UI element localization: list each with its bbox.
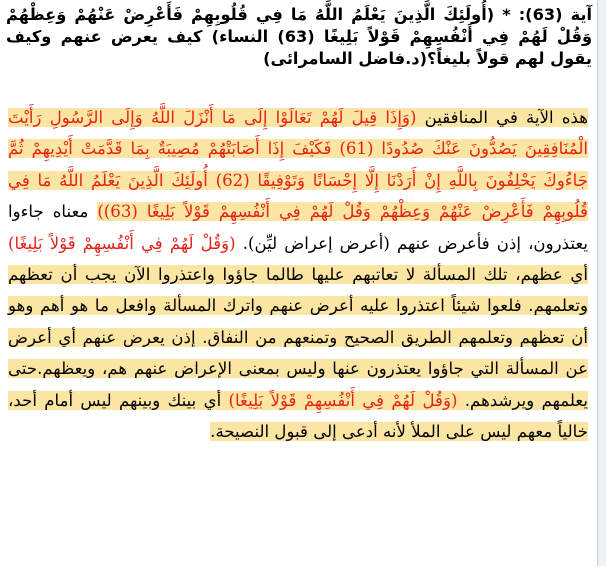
question-heading — [6, 4, 592, 70]
answer-text-1: معناه جاءوا يعتذرون، إذن فأعرض عنهم (أعرض إعراض ليِّن). — [8, 202, 588, 253]
verse-number-prefix: آية (63): * — [494, 5, 593, 24]
answer-paragraph — [8, 102, 588, 447]
question-text: كيف يعرض عنهم وكيف يقول لهم قولاً بليغاً؟ — [6, 27, 592, 68]
answer-text-2: أي عظهم، تلك المسألة لا تعاتبهم عليها طالما جاؤوا واعتذروا الآن يجب أن تعظهم وتعلمهم. فلعوا شيئاً اعتذروا عليه أعرض عنهم واترك المسألة وافعل ما هو أهم وهو أن تعظهم وتعلمهم الطريق الصحيح وتمنعهم من النفاق. إذن يعرض عنهم أي أعرض عن المسألة التي جاؤوا يعتذرون عنها وليس بمعنى الإعراض عنهم هم، ويعظهم.حتى يعلمهم ويرشدهم. — [8, 265, 588, 410]
verse-quote-heading: (أُولَئِكَ الَّذِينَ يَعْلَمُ اللَّهُ مَا فِي قُلُوبِهِمْ فَأَعْرِضْ عَنْهُمْ وَعِظْهُمْ وَقُلْ لَهُمْ فِي أَنْفُسِهِمْ قَوْلاً بَلِيغًا (63) النساء) — [6, 5, 593, 46]
answer-text-3: أي بينك وبينهم ليس أمام أحد، خالياً معهم ليس على الملأ لأنه أدعى إلى قبول النصيحة. — [8, 390, 588, 442]
quran-quote-verses-61-63: (وَإِذَا قِيلَ لَهُمْ تَعَالَوْا إِلَى مَا أَنْزَلَ اللَّهُ وَإِلَى الرَّسُولِ رَأَيْتَ الْمُنَافِقِينَ يَصُدُّونَ عَنْكَ صُدُودًا (61) فَكَيْفَ إِذَا أَصَابَتْهُمْ مُصِيبَةٌ بِمَا قَدَّمَتْ أَيْدِيهِمْ ثُمَّ جَاءُوكَ يَحْلِفُونَ بِاللَّهِ إِنْ أَرَدْنَا إِلَّا إِحْسَانًا وَتَوْفِيقًا (62) أُولَئِكَ الَّذِينَ يَعْلَمُ اللَّهُ مَا فِي قُلُوبِهِمْ فَأَعْرِضْ عَنْهُمْ وَعِظْهُمْ وَقُلْ لَهُمْ فِي أَنْفُسِهِمْ قَوْلاً بَلِيغًا (63)) — [8, 108, 588, 222]
window-right-edge — [597, 0, 606, 566]
quran-quote-say-to-them-2: (وَقُلْ لَهُمْ فِي أَنْفُسِهِمْ قَوْلاً بَلِيغًا) — [228, 390, 458, 410]
author-name: (د.فاضل السامرائى) — [263, 49, 427, 68]
highlighted-passage-2 — [8, 265, 588, 441]
answer-intro: هذه الآية في المنافقين — [416, 108, 588, 127]
quran-quote-say-to-them: (وَقُلْ لَهُمْ فِي أَنْفُسِهِمْ قَوْلاً بَلِيغًا) — [8, 233, 236, 253]
